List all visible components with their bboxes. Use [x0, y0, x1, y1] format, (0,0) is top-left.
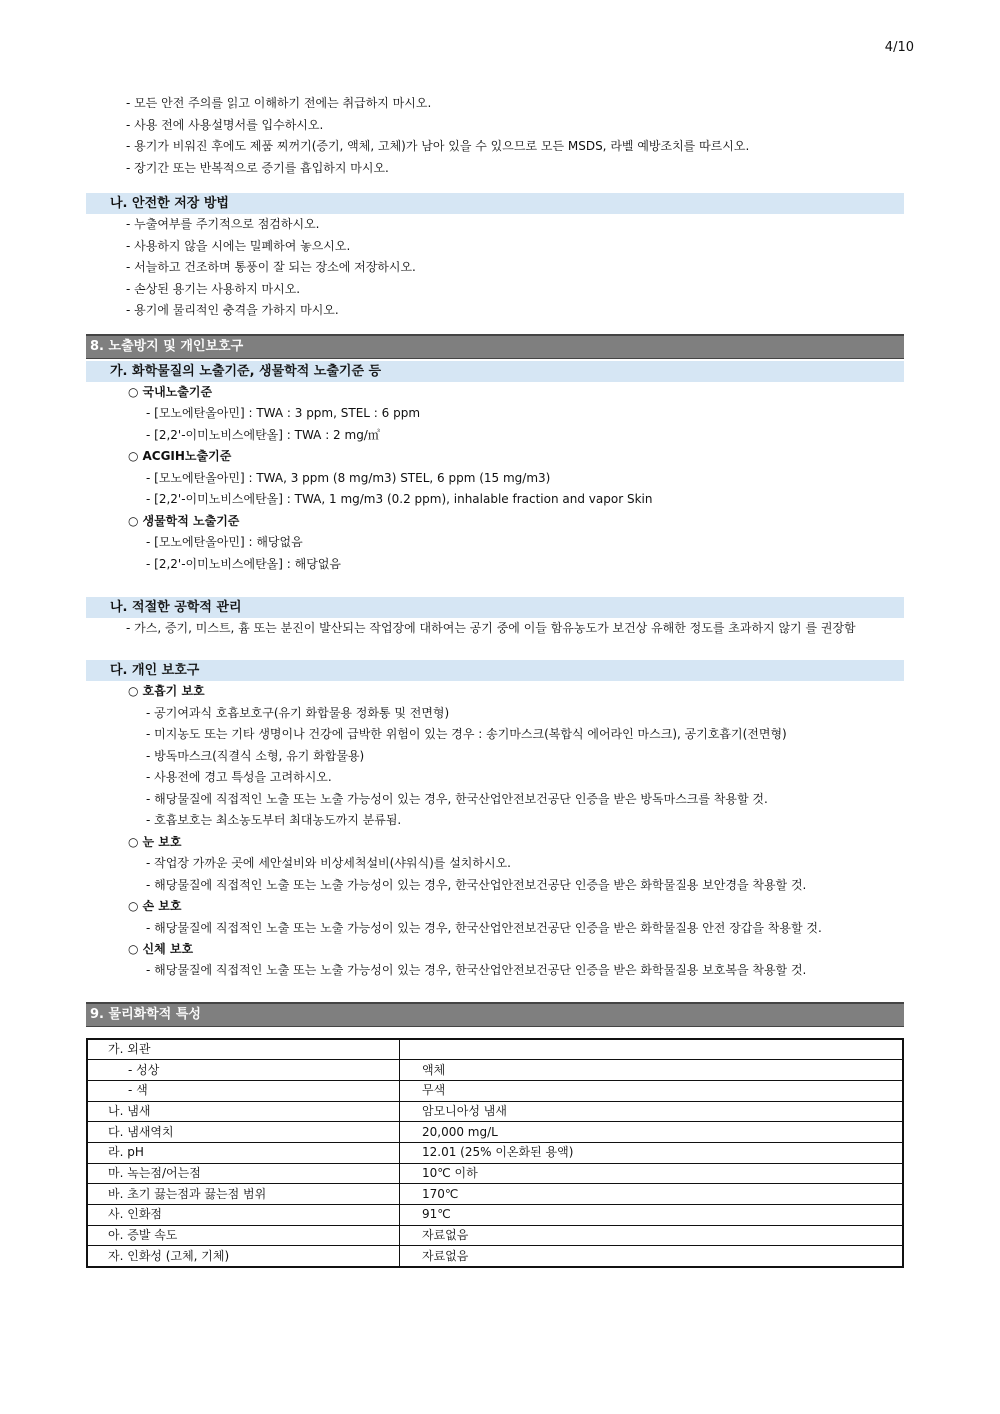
- properties-table: [86, 1038, 904, 1269]
- property-name: 마. 녹는점/어는점: [87, 1163, 400, 1184]
- list-item: - 사용 전에 사용설명서를 입수하시오.: [126, 117, 324, 132]
- list-item: - 해당물질에 직접적인 노출 또는 노출 가능성이 있는 경우, 한국산업안전보건공단 인증을 받은 화학물질용 보안경을 착용할 것.: [146, 877, 807, 892]
- circle-bullet-icon: ○: [128, 834, 139, 849]
- list-item: - 호흡보호는 최소농도부터 최대농도까지 분류됨.: [146, 813, 402, 827]
- list-item: - [모노에탄올아민] : 해당없음: [146, 535, 303, 549]
- section-9-heading: 9. 물리화학적 특성: [86, 1002, 904, 1027]
- list-item: - 누출여부를 주기적으로 점검하시오.: [126, 217, 320, 231]
- property-value: 12.01 (25% 이온화된 용액): [400, 1142, 904, 1163]
- list-item: - 손상된 용기는 사용하지 마시오.: [126, 281, 301, 296]
- handling-list: [86, 93, 904, 179]
- list-item: - 장기간 또는 반복적으로 증기를 흡입하지 마시오.: [126, 160, 389, 175]
- property-value: 자료없음: [400, 1246, 904, 1267]
- list-item: - [모노에탄올아민] : TWA : 3 ppm, STEL : 6 ppm: [146, 406, 421, 420]
- group-label: ACGIH노출기준: [142, 449, 232, 463]
- respiratory-heading: [86, 681, 904, 703]
- property-value: [400, 1039, 904, 1060]
- list-item: - 미지농도 또는 기타 생명이나 건강에 급박한 위험이 있는 경우 : 송기마스크(복합식 에어라인 마스크), 공기호흡기(전면형): [146, 727, 787, 741]
- section-8-heading: 8. 노출방지 및 개인보호구: [86, 334, 904, 359]
- property-name: - 성상: [87, 1060, 400, 1081]
- property-name: 라. pH: [87, 1142, 400, 1163]
- table-row: [87, 1225, 903, 1246]
- circle-bullet-icon: ○: [128, 449, 139, 463]
- property-value: 무색: [400, 1080, 904, 1101]
- page-content: [86, 93, 904, 1268]
- hand-protection-heading: [86, 896, 904, 918]
- list-item: - 작업장 가까운 곳에 세안설비와 비상세척설비(샤워식)를 설치하시오.: [146, 856, 511, 870]
- hand-protection-text: - 해당물질에 직접적인 노출 또는 노출 가능성이 있는 경우, 한국산업안전보건공단 인증을 받은 화학물질용 안전 장갑을 착용할 것.: [146, 920, 822, 935]
- biological-exposure-heading: [86, 511, 904, 533]
- table-row: [87, 1122, 903, 1143]
- property-name: 자. 인화성 (고체, 기체): [87, 1246, 400, 1267]
- ppe-heading: 다. 개인 보호구: [86, 660, 904, 681]
- storage-list: [86, 214, 904, 322]
- eye-protection-heading: [86, 832, 904, 854]
- list-item: - 사용전에 경고 특성을 고려하시오.: [146, 770, 332, 784]
- exposure-heading: 가. 화학물질의 노출기준, 생물학적 노출기준 등: [86, 361, 904, 382]
- table-row: [87, 1163, 903, 1184]
- domestic-exposure-heading: [86, 382, 904, 404]
- table-row: [87, 1184, 903, 1205]
- storage-heading: 나. 안전한 저장 방법: [86, 193, 904, 214]
- circle-bullet-icon: ○: [128, 384, 139, 399]
- list-item: - [2,2'-이미노비스에탄올] : TWA, 1 mg/m3 (0.2 ppm), inhalable fraction and vapor Skin: [146, 492, 653, 506]
- list-item: - 사용하지 않을 시에는 밀폐하여 놓으시오.: [126, 238, 351, 253]
- table-row: [87, 1205, 903, 1226]
- table-row: [87, 1142, 903, 1163]
- circle-bullet-icon: ○: [128, 513, 139, 528]
- engineering-text: - 가스, 증기, 미스트, 흄 또는 분진이 발산되는 작업장에 대하여는 공기 중에 이들 함유농도가 보건상 유해한 정도를 초과하지 않기 를 권장함: [126, 621, 856, 635]
- property-name: 가. 외관: [87, 1039, 400, 1060]
- body-protection-heading: [86, 939, 904, 961]
- property-value: 액체: [400, 1060, 904, 1081]
- property-name: 나. 냄새: [87, 1101, 400, 1122]
- acgih-exposure-heading: [86, 446, 904, 468]
- group-label: 손 보호: [142, 899, 182, 913]
- group-label: 호흡기 보호: [142, 684, 205, 698]
- property-name: 아. 증발 속도: [87, 1225, 400, 1246]
- table-row: [87, 1039, 903, 1060]
- group-label: 생물학적 노출기준: [142, 513, 240, 528]
- list-item: - 용기에 물리적인 충격을 가하지 마시오.: [126, 303, 339, 317]
- table-row: [87, 1060, 903, 1081]
- property-value: 91℃: [400, 1205, 904, 1226]
- circle-bullet-icon: ○: [128, 941, 139, 956]
- property-value: 자료없음: [400, 1225, 904, 1246]
- property-value: 10℃ 이하: [400, 1163, 904, 1184]
- group-label: 국내노출기준: [142, 384, 213, 399]
- property-name: 사. 인화점: [87, 1205, 400, 1226]
- list-item: - 공기여과식 호흡보호구(유기 화합물용 정화통 및 전면형): [146, 705, 450, 720]
- table-row: [87, 1246, 903, 1267]
- property-value: 암모니아성 냄새: [400, 1101, 904, 1122]
- list-item: - 해당물질에 직접적인 노출 또는 노출 가능성이 있는 경우, 한국산업안전보건공단 인증을 받은 화학물질용 보호복을 착용할 것.: [146, 963, 807, 977]
- table-row: [87, 1101, 903, 1122]
- list-item: - 모든 안전 주의를 읽고 이해하기 전에는 취급하지 마시오.: [126, 96, 432, 110]
- list-item: - 용기가 비워진 후에도 제품 찌꺼기(증기, 액체, 고체)가 남아 있을 수 있으므로 모든 MSDS, 라벨 예방조치를 따르시오.: [126, 139, 750, 153]
- group-label: 눈 보호: [142, 834, 182, 849]
- property-name: - 색: [87, 1080, 400, 1101]
- list-item: - 방독마스크(직결식 소형, 유기 화합물용): [146, 748, 365, 763]
- property-name: 바. 초기 끓는점과 끓는점 범위: [87, 1184, 400, 1205]
- property-value: 170℃: [400, 1184, 904, 1205]
- list-item: - [2,2'-이미노비스에탄올] : TWA : 2 mg/㎥: [146, 427, 380, 442]
- property-value: 20,000 mg/L: [400, 1122, 904, 1143]
- engineering-heading: 나. 적절한 공학적 관리: [86, 597, 904, 618]
- list-item: - [모노에탄올아민] : TWA, 3 ppm (8 mg/m3) STEL, 6 ppm (15 mg/m3): [146, 470, 551, 485]
- table-row: [87, 1080, 903, 1101]
- circle-bullet-icon: ○: [128, 684, 139, 698]
- page-number: 4/10: [884, 40, 914, 55]
- list-item: - [2,2'-이미노비스에탄올] : 해당없음: [146, 556, 341, 571]
- group-label: 신체 보호: [142, 941, 194, 956]
- list-item: - 서늘하고 건조하며 통풍이 잘 되는 장소에 저장하시오.: [126, 260, 416, 274]
- list-item: - 해당물질에 직접적인 노출 또는 노출 가능성이 있는 경우, 한국산업안전보건공단 인증을 받은 방독마스크를 착용할 것.: [146, 791, 768, 806]
- property-name: 다. 냄새역치: [87, 1122, 400, 1143]
- circle-bullet-icon: ○: [128, 899, 139, 913]
